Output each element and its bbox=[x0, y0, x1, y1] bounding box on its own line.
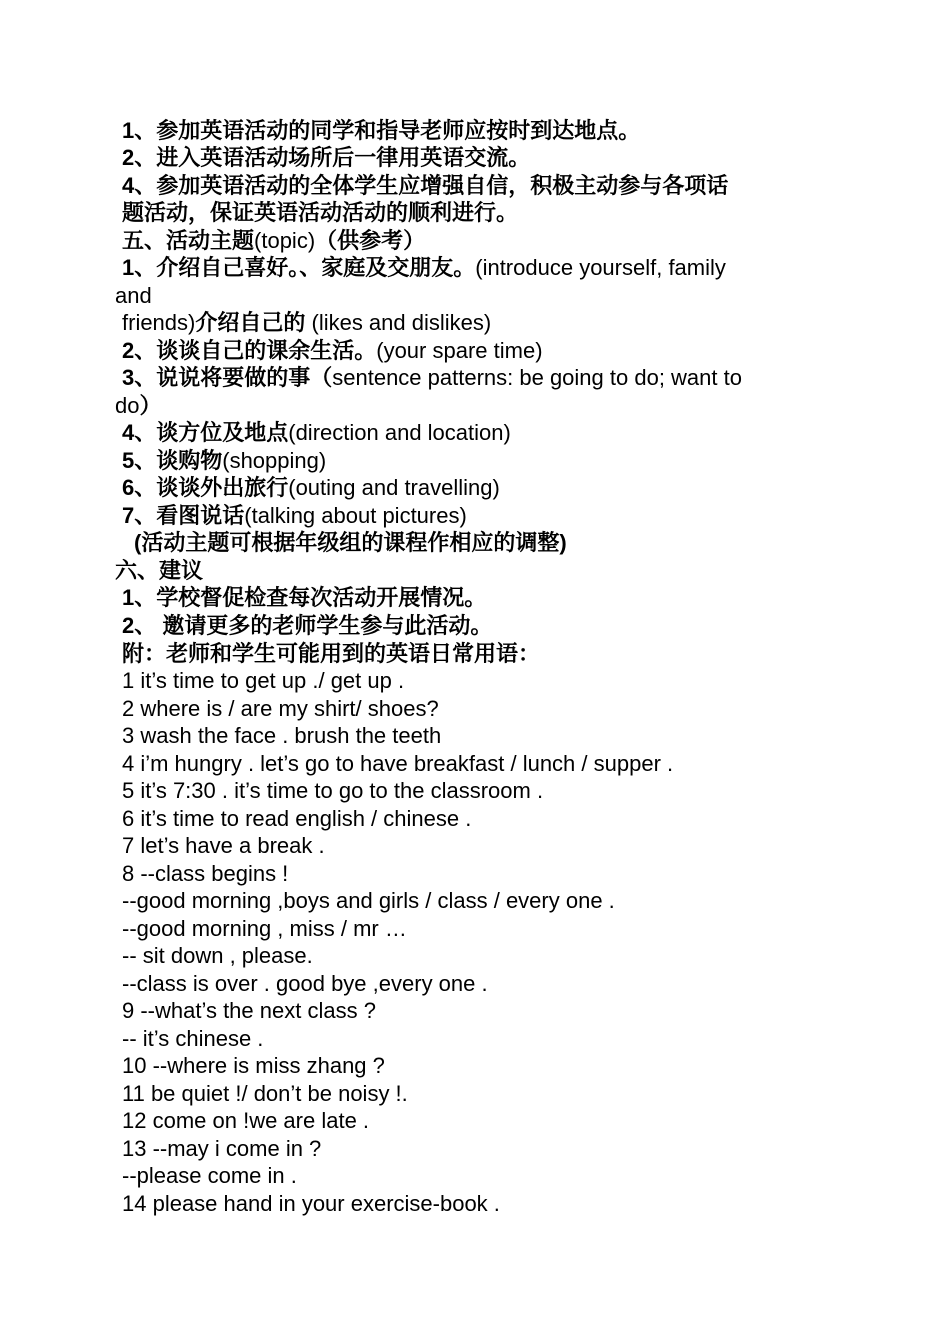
phrase-line: 6 it’s time to read english / chinese . bbox=[122, 806, 472, 831]
topic-1b-en1: friends) bbox=[122, 310, 196, 335]
topic-4-cn: 4、谈方位及地点 bbox=[122, 420, 289, 445]
suggestions-heading: 六、建议 bbox=[115, 558, 204, 583]
phrase-line: -- it’s chinese . bbox=[122, 1026, 264, 1051]
suggestion-2: 2、 邀请更多的老师学生参与此活动。 bbox=[122, 613, 493, 638]
topic-2-cn: 2、谈谈自己的课余生活。 bbox=[122, 338, 377, 363]
phrase-line: 12 come on !we are late . bbox=[122, 1108, 370, 1133]
topics-note: (活动主题可根据年级组的课程作相应的调整) bbox=[134, 530, 567, 555]
topics-heading-en: (topic) bbox=[254, 228, 316, 253]
phrase-line: 1 it’s time to get up ./ get up . bbox=[122, 668, 405, 693]
phrase-line: --please come in . bbox=[122, 1163, 297, 1188]
topic-1-en: (introduce yourself, family bbox=[475, 255, 726, 280]
topic-1b-cn: 介绍自己的 bbox=[195, 310, 306, 335]
topic-5-en: (shopping) bbox=[222, 448, 327, 473]
rule-1: 1、参加英语活动的同学和指导老师应按时到达地点。 bbox=[122, 118, 641, 143]
phrase-line: 13 --may i come in ? bbox=[122, 1136, 322, 1161]
topic-3b-cn: ） bbox=[139, 393, 162, 418]
topic-1b-en2: (likes and dislikes) bbox=[305, 310, 492, 335]
topic-3-en: sentence patterns: be going to do; want to bbox=[332, 365, 742, 390]
phrase-line: 5 it’s 7:30 . it’s time to go to the classroom . bbox=[122, 778, 544, 803]
topic-3-wrap bbox=[115, 392, 162, 419]
topic-1-cn: 1、介绍自己喜好。、家庭及交朋友。 bbox=[122, 255, 476, 280]
rule-4-part1: 4、参加英语活动的全体学生应增强自信，积极主动参与各项话 bbox=[122, 173, 729, 198]
topic-3 bbox=[122, 364, 742, 391]
topic-3b-en: do bbox=[115, 393, 140, 418]
topic-3-cn: 3、说说将要做的事（ bbox=[122, 365, 333, 390]
topics-heading-tail: （供参考） bbox=[315, 228, 426, 253]
phrase-line: 2 where is / are my shirt/ shoes? bbox=[122, 696, 439, 721]
topics-heading-cn: 五、活动主题 bbox=[122, 228, 255, 253]
phrase-line: 7 let’s have a break . bbox=[122, 833, 325, 858]
phrase-line: 10 --where is miss zhang ? bbox=[122, 1053, 385, 1078]
topic-6-cn: 6、谈谈外出旅行 bbox=[122, 475, 289, 500]
topic-5-cn: 5、谈购物 bbox=[122, 448, 223, 473]
topic-7-en: (talking about pictures) bbox=[244, 503, 467, 528]
topic-1-wrap: and bbox=[115, 283, 152, 308]
suggestion-1: 1、学校督促检查每次活动开展情况。 bbox=[122, 585, 487, 610]
topic-7 bbox=[122, 502, 467, 529]
topic-7-cn: 7、看图说话 bbox=[122, 503, 245, 528]
phrase-line: --good morning ,boys and girls / class / every one . bbox=[122, 888, 615, 913]
topic-6 bbox=[122, 474, 500, 501]
phrase-line: 8 --class begins ! bbox=[122, 861, 289, 886]
phrase-line: -- sit down , please. bbox=[122, 943, 313, 968]
topic-1-continued bbox=[122, 309, 491, 336]
appendix-heading: 附：老师和学生可能用到的英语日常用语： bbox=[122, 641, 541, 666]
rule-4-part2: 题活动，保证英语活动活动的顺利进行。 bbox=[122, 200, 519, 225]
topic-1 bbox=[122, 254, 726, 281]
topic-5 bbox=[122, 447, 326, 474]
topic-2-en: (your spare time) bbox=[376, 338, 543, 363]
phrase-line: 3 wash the face . brush the teeth bbox=[122, 723, 442, 748]
topic-6-en: (outing and travelling) bbox=[288, 475, 500, 500]
phrase-line: 4 i’m hungry . let’s go to have breakfast / lunch / supper . bbox=[122, 751, 674, 776]
topic-4 bbox=[122, 419, 511, 446]
phrase-line: --class is over . good bye ,every one . bbox=[122, 971, 488, 996]
phrase-line: --good morning , miss / mr … bbox=[122, 916, 407, 941]
phrase-line: 11 be quiet !/ don’t be noisy !. bbox=[122, 1081, 408, 1106]
topic-2 bbox=[122, 337, 543, 364]
rule-2: 2、进入英语活动场所后一律用英语交流。 bbox=[122, 145, 531, 170]
phrase-line: 9 --what’s the next class ? bbox=[122, 998, 376, 1023]
phrase-line: 14 please hand in your exercise-book . bbox=[122, 1191, 500, 1216]
topic-4-en: (direction and location) bbox=[288, 420, 511, 445]
topics-heading bbox=[122, 227, 425, 254]
